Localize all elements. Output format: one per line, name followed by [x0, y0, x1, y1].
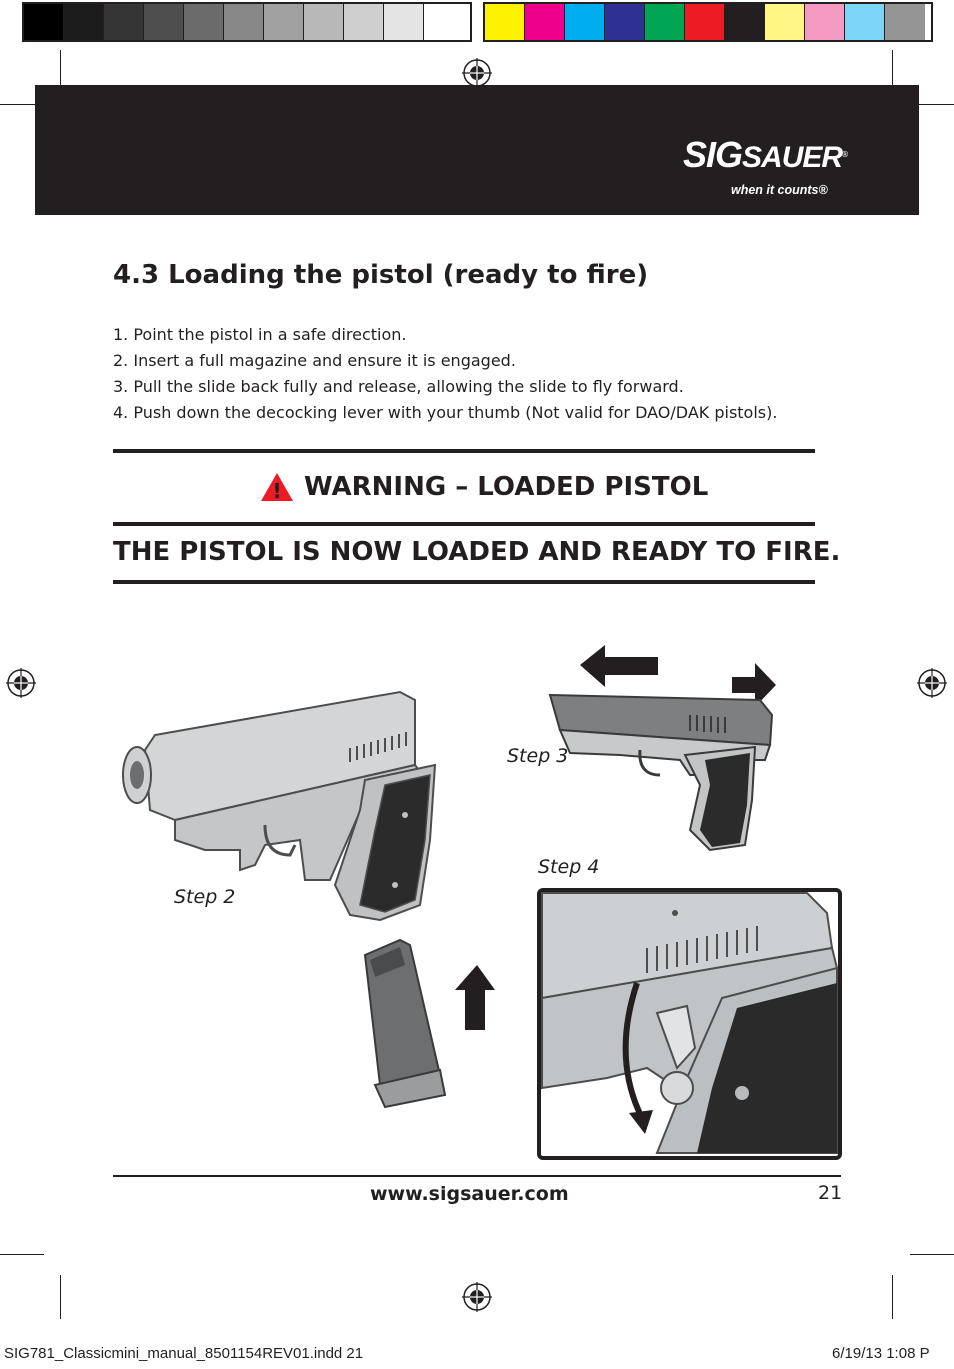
color-swatch [605, 4, 645, 40]
footer-rule [113, 1175, 841, 1177]
color-swatch [765, 4, 805, 40]
website-link[interactable]: www.sigsauer.com [370, 1183, 569, 1205]
warning-rule-middle [113, 522, 815, 526]
section-title: 4.3 Loading the pistol (ready to fire) [113, 260, 649, 290]
gray-swatch [144, 4, 184, 40]
color-swatch [525, 4, 565, 40]
insert-arrow-icon [455, 965, 495, 1030]
brand-tagline: when it counts® [731, 183, 828, 197]
crop-mark [892, 1275, 893, 1319]
warning-title: WARNING – LOADED PISTOL [304, 472, 709, 502]
registration-mark-icon [6, 668, 36, 698]
slide-back-arrow-icon [580, 645, 658, 687]
print-slug-datetime: 6/19/13 1:08 P [832, 1345, 930, 1362]
gray-swatch [64, 4, 104, 40]
step4-decocking-illustration [537, 888, 842, 1160]
warning-rule-top [113, 449, 815, 453]
warning-triangle-icon [260, 472, 294, 502]
gray-swatch [104, 4, 144, 40]
step2-pistol-illustration [115, 680, 445, 930]
step2-label: Step 2 [174, 886, 236, 908]
color-swatch [685, 4, 725, 40]
color-swatch [645, 4, 685, 40]
gray-swatch [304, 4, 344, 40]
brand-logo [683, 132, 848, 202]
page-number: 21 [818, 1182, 843, 1204]
logo-sauer: SAUER [742, 141, 843, 174]
print-slug-filename: SIG781_Classicmini_manual_8501154REV01.indd 21 [4, 1345, 364, 1362]
process-color-bar [483, 2, 933, 42]
crop-mark [910, 1254, 954, 1255]
step3-pistol-illustration [540, 635, 780, 855]
magazine-and-arrow-illustration [355, 935, 505, 1110]
logo-registered-mark: ® [841, 150, 849, 159]
color-swatch [845, 4, 885, 40]
step4-label: Step 4 [538, 856, 600, 878]
warning-message: THE PISTOL IS NOW LOADED AND READY TO FIRE. [113, 537, 841, 567]
color-swatch [805, 4, 845, 40]
gray-swatch [184, 4, 224, 40]
logo-sig: SIG [683, 134, 743, 175]
registration-mark-icon [462, 58, 492, 88]
crop-mark [0, 104, 40, 105]
gray-swatch [344, 4, 384, 40]
gray-swatch [384, 4, 424, 40]
warning-rule-bottom [113, 580, 815, 584]
step-item: 4. Push down the decocking lever with your thumb (Not valid for DAO/DAK pistols). [113, 403, 778, 422]
step3-label: Step 3 [507, 745, 569, 767]
warning-heading [260, 472, 708, 502]
step-item: 2. Insert a full magazine and ensure it is engaged. [113, 351, 516, 370]
gray-swatch [264, 4, 304, 40]
color-swatch [725, 4, 765, 40]
gray-swatch [24, 4, 64, 40]
step-item: 1. Point the pistol in a safe direction. [113, 325, 407, 344]
color-swatch [485, 4, 525, 40]
gray-swatch [424, 4, 464, 40]
grayscale-color-bar [22, 2, 472, 42]
registration-mark-icon [462, 1282, 492, 1312]
color-swatch [885, 4, 925, 40]
step-item: 3. Pull the slide back fully and release, allowing the slide to fly forward. [113, 377, 684, 396]
warning-exclamation: ! [272, 479, 282, 502]
registration-mark-icon [917, 668, 947, 698]
crop-mark [60, 1275, 61, 1319]
gray-swatch [224, 4, 264, 40]
crop-mark [0, 1254, 44, 1255]
color-swatch [565, 4, 605, 40]
instruction-steps [113, 322, 777, 426]
